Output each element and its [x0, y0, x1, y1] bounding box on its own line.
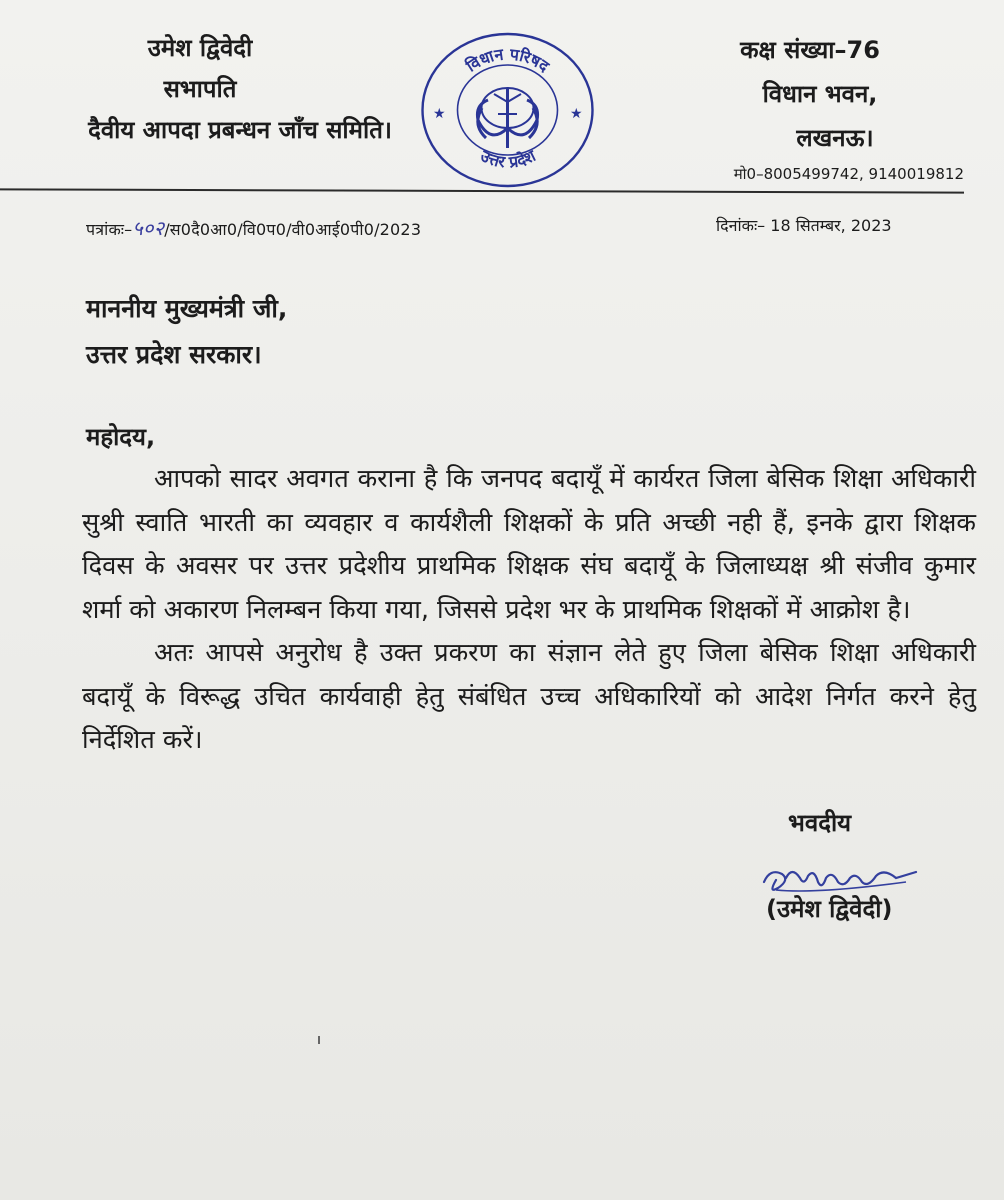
sender-committee: दैवीय आपदा प्रबन्धन जाँच समिति।	[88, 116, 392, 144]
building-name: विधान भवन,	[762, 80, 878, 108]
sender-block	[0, 28, 400, 151]
closing-phrase: भवदीय	[788, 809, 852, 837]
salutation: महोदय,	[86, 423, 156, 451]
addressee-line-1: माननीय मुख्यमंत्री जी,	[86, 294, 288, 323]
sender-name: उमेश द्विवेदी	[147, 34, 253, 62]
paper-mark	[318, 1036, 320, 1044]
svg-text:विधान परिषद: विधान परिषद	[462, 44, 553, 76]
letter-date	[716, 214, 892, 236]
svg-text:उत्तर प्रदेश: उत्तर प्रदेश	[477, 145, 539, 172]
letter-body	[82, 458, 976, 763]
body-paragraph-2: अतः आपसे अनुरोध है उक्त प्रकरण का संज्ञान लेते हुए जिला बेसिक शिक्षा अधिकारी बदायूँ के विरूद्ध उचित कार्यवाही हेतु संबंधित उच्च अधिकारियों को आदेश निर्गत करने हेतु निर्देशित करें।	[82, 638, 976, 755]
signatory-name: (उमेश द्विवेदी)	[766, 895, 893, 923]
mobile-numbers: मो0–8005499742, 9140019812	[733, 165, 964, 183]
date-value: 18 सितम्बर, 2023	[770, 216, 892, 235]
reference-handwritten-number: ५०२	[132, 216, 165, 240]
address-block	[690, 28, 970, 186]
reference-number	[86, 214, 421, 241]
reference-suffix: /स0दै0आ0/वि0प0/वी0आई0पी0/2023	[164, 220, 422, 239]
city-name: लखनऊ।	[796, 124, 874, 152]
addressee-line-2: उत्तर प्रदेश सरकार।	[86, 340, 262, 369]
date-label: दिनांकः–	[716, 216, 766, 235]
sender-designation: सभापति	[163, 75, 237, 103]
svg-text:★: ★	[433, 106, 446, 122]
body-paragraph-1: आपको सादर अवगत कराना है कि जनपद बदायूँ में कार्यरत जिला बेसिक शिक्षा अधिकारी सुश्री स्वाति भारती का व्यवहार व कार्यशैली शिक्षकों के प्रति अच्छी नही हैं, इनके द्वारा शिक्षक दिवस के अवसर पर उत्तर प्रदेशीय प्राथमिक शिक्षक संघ बदायूँ के जिलाध्यक्ष श्री संजीव कुमार शर्मा को अकारण निलम्बन किया गया, जिससे प्रदेश भर के प्राथमिक शिक्षकों में आक्रोश है।	[82, 464, 976, 625]
header-divider	[0, 188, 964, 193]
addressee-block	[86, 286, 287, 378]
reference-label: पत्रांकः–	[86, 220, 133, 239]
svg-text:★: ★	[570, 106, 583, 122]
council-seal-icon	[420, 30, 595, 190]
room-number: कक्ष संख्या–76	[740, 36, 880, 64]
